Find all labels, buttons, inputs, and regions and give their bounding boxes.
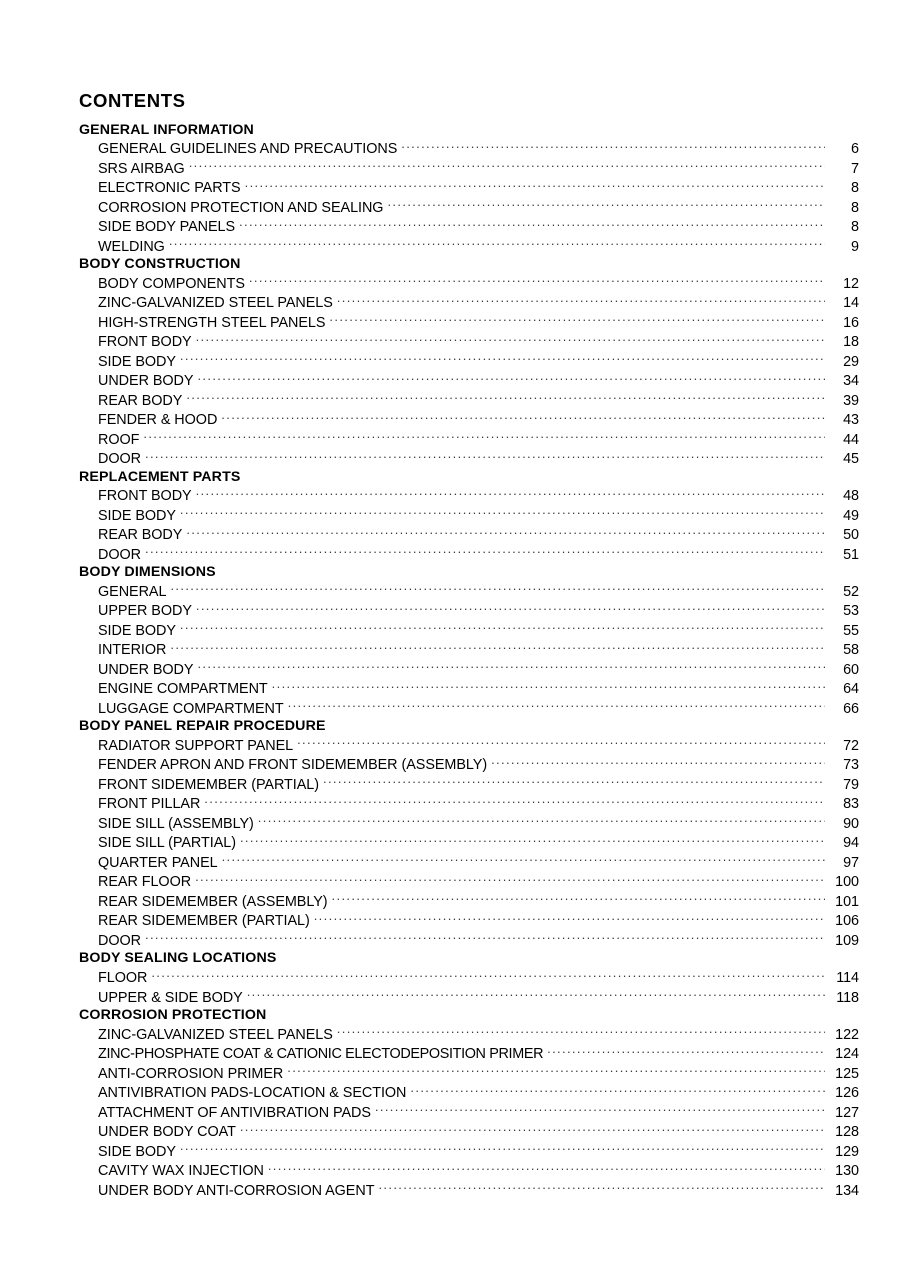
toc-section (79, 469, 859, 565)
toc-entry[interactable] (79, 506, 859, 526)
toc-entry-page-number: 9 (851, 238, 859, 255)
toc-entry-label: QUARTER PANEL (98, 854, 218, 871)
toc-entry-page-number: 130 (835, 1163, 859, 1180)
toc-entry-label: SIDE SILL (PARTIAL) (98, 835, 236, 852)
toc-entry-leader (245, 178, 825, 192)
toc-entry-label: GENERAL GUIDELINES AND PRECAUTIONS (98, 141, 398, 158)
toc-entry-leader (272, 679, 825, 693)
toc-entry-leader (221, 410, 825, 424)
toc-entry-label: SRS AIRBAG (98, 160, 185, 177)
toc-entry-label: FRONT SIDEMEMBER (PARTIAL) (98, 776, 319, 793)
toc-entry-page-number: 6 (851, 141, 859, 158)
toc-entry-label: FENDER APRON AND FRONT SIDEMEMBER (ASSEMBLY) (98, 757, 488, 774)
toc-entry-label: REAR SIDEMEMBER (PARTIAL) (98, 913, 310, 930)
toc-entry-leader (180, 506, 825, 520)
toc-entry[interactable] (79, 1044, 859, 1064)
toc-entry-page-number: 127 (835, 1104, 859, 1121)
toc-entry-label: ELECTRONIC PARTS (98, 180, 241, 197)
toc-entry-leader (268, 1161, 825, 1175)
toc-entry[interactable] (79, 1142, 859, 1162)
toc-entry-leader (378, 1181, 825, 1195)
toc-entry-leader (387, 198, 825, 212)
toc-entry-leader (169, 237, 825, 251)
toc-entry-page-number: 101 (835, 893, 859, 910)
toc-entry-label: ATTACHMENT OF ANTIVIBRATION PADS (98, 1104, 371, 1121)
toc-entry[interactable] (79, 1122, 859, 1142)
toc-entry-leader (314, 911, 825, 925)
toc-entry-label: SIDE BODY PANELS (98, 219, 236, 236)
toc-entry-page-number: 52 (843, 583, 859, 600)
toc-entry-label: GENERAL (98, 583, 167, 600)
toc-entry[interactable] (79, 872, 859, 892)
toc-entry-leader (332, 892, 825, 906)
toc-entry-leader (189, 159, 825, 173)
toc-entry-leader (337, 1025, 825, 1039)
toc-entry-label: ZINC-GALVANIZED STEEL PANELS (98, 1026, 333, 1043)
toc-entry[interactable] (79, 313, 859, 333)
toc-entry-label: DOOR (98, 451, 141, 468)
toc-entry[interactable] (79, 814, 859, 834)
toc-entry[interactable] (79, 699, 859, 719)
toc-entry-page-number: 79 (843, 776, 859, 793)
toc-entry-label: SIDE BODY (98, 622, 176, 639)
toc-entry-label: UPPER BODY (98, 603, 192, 620)
toc-entry[interactable] (79, 293, 859, 313)
toc-entry-page-number: 134 (835, 1182, 859, 1199)
toc-entry-leader (222, 853, 825, 867)
toc-entry-page-number: 106 (835, 913, 859, 930)
toc-entry-label: FRONT BODY (98, 488, 192, 505)
toc-entry-leader (145, 449, 825, 463)
toc-entry-leader (240, 833, 825, 847)
toc-entry[interactable] (79, 660, 859, 680)
toc-entry-label: UNDER BODY COAT (98, 1124, 236, 1141)
toc-entry-page-number: 124 (835, 1046, 859, 1063)
toc-entry-page-number: 83 (843, 796, 859, 813)
toc-entry-page-number: 114 (836, 970, 859, 987)
toc-entry[interactable] (79, 1064, 859, 1084)
toc-entry-page-number: 51 (843, 546, 859, 563)
toc-entry-page-number: 45 (843, 451, 859, 468)
toc-entry[interactable] (79, 911, 859, 931)
toc-entry-label: FRONT BODY (98, 334, 192, 351)
toc-entry-page-number: 122 (835, 1026, 859, 1043)
toc-entry-label: SIDE BODY (98, 507, 176, 524)
toc-entry[interactable] (79, 410, 859, 430)
toc-entry[interactable] (79, 621, 859, 641)
toc-entry[interactable] (79, 892, 859, 912)
toc-entry[interactable] (79, 582, 859, 602)
toc-entry-label: UNDER BODY (98, 373, 194, 390)
toc-entry-leader (180, 352, 825, 366)
toc-section-heading: GENERAL INFORMATION (79, 121, 254, 138)
toc-entry-leader (240, 1122, 825, 1136)
toc-entry-page-number: 128 (835, 1124, 859, 1141)
toc-entry-leader (239, 217, 825, 231)
toc-entry-leader (170, 640, 825, 654)
toc-entry-leader (375, 1103, 825, 1117)
toc-entry[interactable] (79, 794, 859, 814)
toc-entry-page-number: 129 (835, 1143, 859, 1160)
toc-entry[interactable] (79, 371, 859, 391)
toc-entry-label: REAR SIDEMEMBER (ASSEMBLY) (98, 893, 328, 910)
toc-entry[interactable] (79, 449, 859, 469)
toc-entry-leader (197, 371, 825, 385)
toc-entry-label: UNDER BODY (98, 661, 194, 678)
toc-entry-leader (196, 486, 825, 500)
toc-entry-leader (258, 814, 825, 828)
toc-entry-leader (491, 755, 825, 769)
toc-entry-label: REAR BODY (98, 527, 183, 544)
toc-entry-leader (186, 391, 825, 405)
toc-entry-page-number: 66 (843, 700, 859, 717)
toc-entry[interactable] (79, 352, 859, 372)
toc-entry[interactable] (79, 159, 859, 179)
toc-entry-label: SIDE SILL (ASSEMBLY) (98, 815, 254, 832)
toc-section-heading: BODY CONSTRUCTION (79, 256, 241, 273)
toc-entry[interactable] (79, 430, 859, 450)
toc-entry-page-number: 72 (843, 737, 859, 754)
toc-entry-page-number: 49 (843, 507, 859, 524)
toc-entry-leader (249, 274, 825, 288)
toc-entry-label: FENDER & HOOD (98, 412, 218, 429)
toc-section (79, 1007, 859, 1200)
toc-entry-page-number: 109 (835, 932, 859, 949)
toc-entry-label: CORROSION PROTECTION AND SEALING (98, 199, 384, 216)
toc-entry-leader (287, 1064, 825, 1078)
toc-entry[interactable] (79, 755, 859, 775)
toc-entry-leader (180, 1142, 825, 1156)
toc-entry-label: SIDE BODY (98, 353, 176, 370)
toc-entry[interactable] (79, 486, 859, 506)
toc-entry-leader (195, 872, 825, 886)
toc-entry-page-number: 39 (843, 392, 859, 409)
toc-entry-label: SIDE BODY (98, 1143, 176, 1160)
toc-entry-label: UPPER & SIDE BODY (98, 989, 243, 1006)
toc-entry-leader (196, 601, 825, 615)
toc-entry-label: WELDING (98, 238, 165, 255)
toc-entry-leader (410, 1083, 825, 1097)
toc-entry-leader (247, 988, 825, 1002)
page-title: CONTENTS (79, 90, 186, 111)
table-of-contents (79, 92, 859, 1200)
toc-entry-page-number: 16 (843, 314, 859, 331)
toc-entry-page-number: 100 (835, 874, 859, 891)
toc-section (79, 122, 859, 257)
toc-entry-leader (170, 582, 825, 596)
toc-entry-page-number: 48 (843, 488, 859, 505)
toc-entry-page-number: 64 (843, 681, 859, 698)
toc-section-heading: REPLACEMENT PARTS (79, 468, 241, 485)
toc-entry-page-number: 43 (843, 412, 859, 429)
toc-entry[interactable] (79, 640, 859, 660)
toc-entry-page-number: 12 (843, 275, 859, 292)
toc-entry-label: UNDER BODY ANTI-CORROSION AGENT (98, 1182, 375, 1199)
toc-entry[interactable] (79, 217, 859, 237)
toc-entry-label: DOOR (98, 546, 141, 563)
toc-entry-label: BODY COMPONENTS (98, 275, 245, 292)
toc-entry-page-number: 7 (851, 160, 859, 177)
toc-entry-label: HIGH-STRENGTH STEEL PANELS (98, 314, 326, 331)
toc-section-heading: BODY DIMENSIONS (79, 564, 216, 581)
toc-entry-leader (151, 968, 825, 982)
toc-entry-leader (197, 660, 825, 674)
toc-entry-leader (323, 775, 825, 789)
toc-entry-leader (329, 313, 825, 327)
toc-entry-leader (186, 525, 825, 539)
toc-entry-page-number: 60 (843, 661, 859, 678)
toc-entry[interactable] (79, 853, 859, 873)
toc-entry-leader (401, 139, 825, 153)
toc-section (79, 564, 859, 718)
toc-section (79, 718, 859, 950)
toc-entry[interactable] (79, 178, 859, 198)
toc-entry-page-number: 8 (851, 219, 859, 236)
toc-entry-leader (180, 621, 825, 635)
toc-entry-label: ZINC-GALVANIZED STEEL PANELS (98, 295, 333, 312)
toc-entry-page-number: 18 (843, 334, 859, 351)
toc-entry-leader (204, 794, 825, 808)
toc-entry-label: INTERIOR (98, 642, 167, 659)
toc-entry-label: CAVITY WAX INJECTION (98, 1163, 264, 1180)
toc-entry-label: ANTI-CORROSION PRIMER (98, 1065, 284, 1082)
toc-entry[interactable] (79, 1161, 859, 1181)
toc-entry-page-number: 14 (843, 295, 859, 312)
toc-entry-leader (297, 736, 825, 750)
toc-entry-label: RADIATOR SUPPORT PANEL (98, 737, 294, 754)
toc-entry-label: ENGINE COMPARTMENT (98, 681, 268, 698)
toc-entry-label: ROOF (98, 431, 140, 448)
toc-entry-leader (288, 699, 825, 713)
toc-entry-page-number: 8 (851, 199, 859, 216)
toc-section-heading: BODY PANEL REPAIR PROCEDURE (79, 718, 326, 735)
toc-entry[interactable] (79, 1103, 859, 1123)
toc-entry-page-number: 97 (843, 854, 859, 871)
toc-entry[interactable] (79, 775, 859, 795)
toc-entry-label: REAR BODY (98, 392, 183, 409)
toc-entry-leader (337, 293, 825, 307)
toc-entry-page-number: 58 (843, 642, 859, 659)
toc-entry-label: REAR FLOOR (98, 874, 192, 891)
toc-section (79, 256, 859, 469)
toc-entry-label: FRONT PILLAR (98, 796, 201, 813)
toc-entry[interactable] (79, 968, 859, 988)
toc-entry-leader (145, 545, 825, 559)
toc-entry-leader (547, 1044, 825, 1058)
toc-entry-page-number: 44 (843, 431, 859, 448)
toc-entry-page-number: 118 (836, 989, 859, 1006)
toc-entry[interactable] (79, 1181, 859, 1201)
toc-entry[interactable] (79, 833, 859, 853)
toc-entry-label: FLOOR (98, 970, 148, 987)
toc-entry[interactable] (79, 601, 859, 621)
toc-entry[interactable] (79, 988, 859, 1008)
toc-entry[interactable] (79, 391, 859, 411)
toc-entry-page-number: 90 (843, 815, 859, 832)
toc-entry-page-number: 126 (835, 1085, 859, 1102)
toc-entry[interactable] (79, 198, 859, 218)
toc-entry-page-number: 50 (843, 527, 859, 544)
toc-section (79, 950, 859, 1007)
toc-entry[interactable] (79, 679, 859, 699)
toc-entry[interactable] (79, 931, 859, 951)
toc-entry-page-number: 55 (843, 622, 859, 639)
toc-entry[interactable] (79, 525, 859, 545)
toc-entry-page-number: 53 (843, 603, 859, 620)
toc-entry[interactable] (79, 545, 859, 565)
toc-entry-page-number: 29 (843, 353, 859, 370)
toc-entry-label: ZINC-PHOSPHATE COAT & CATIONIC ELECTODEPOSITION PRIMER (98, 1046, 544, 1063)
toc-entry-label: DOOR (98, 932, 141, 949)
toc-entry[interactable] (79, 1025, 859, 1045)
toc-entry-page-number: 73 (843, 757, 859, 774)
toc-section-heading: BODY SEALING LOCATIONS (79, 950, 277, 967)
toc-entry-page-number: 8 (851, 180, 859, 197)
toc-entry-page-number: 125 (835, 1065, 859, 1082)
toc-section-heading: CORROSION PROTECTION (79, 1007, 267, 1024)
toc-entry[interactable] (79, 1083, 859, 1103)
toc-sections (79, 122, 859, 1201)
toc-entry-label: ANTIVIBRATION PADS-LOCATION & SECTION (98, 1085, 407, 1102)
toc-entry[interactable] (79, 332, 859, 352)
toc-entry[interactable] (79, 736, 859, 756)
toc-entry-page-number: 94 (843, 835, 859, 852)
toc-entry-page-number: 34 (843, 373, 859, 390)
toc-entry-leader (145, 931, 825, 945)
toc-entry[interactable] (79, 274, 859, 294)
toc-entry-leader (196, 332, 825, 346)
toc-entry-label: LUGGAGE COMPARTMENT (98, 700, 284, 717)
toc-entry-leader (143, 430, 825, 444)
toc-entry[interactable] (79, 139, 859, 159)
toc-entry[interactable] (79, 237, 859, 257)
